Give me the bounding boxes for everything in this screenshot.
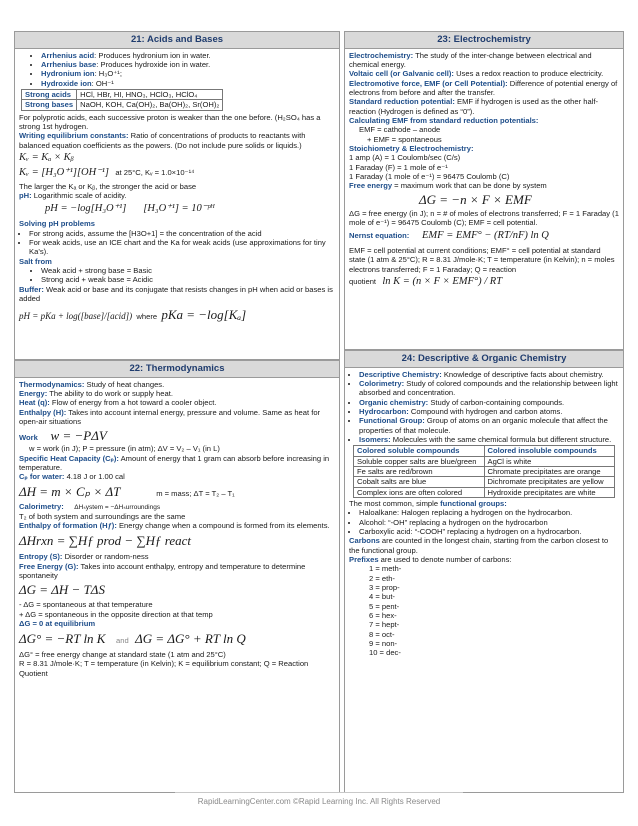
larger-note: The larger the Kₐ or Kᵦ, the stronger the acid or base <box>19 181 197 191</box>
g-equations: ΔG° = −RT ln K and ΔG = ΔG° + RT ln Q <box>19 631 246 647</box>
table-header-row: Colored soluble compounds Colored insoluble compounds <box>354 446 615 456</box>
carbons-note: Carbons are counted in the longest chain, starting from the carbon closest to the functional group. <box>349 536 609 555</box>
organic-defs <box>349 370 619 445</box>
r-def: R = 8.31 J/mole·K; T = temperature (in Kelvin); K = equilibrium constant; Q = Reaction Quotient <box>19 659 309 678</box>
calc-label: Calculating EMF from standard reduction potentials: <box>349 115 539 125</box>
electro-title: 23: Electrochemistry <box>345 32 623 49</box>
calorimetry-line: Calorimetry: ΔHₛystem = −ΔHₛurroundings <box>19 501 161 511</box>
acids-defs <box>19 51 335 88</box>
def-arrhenius-acid: • Arrhenius acid: Produces hydronium ion in water. <box>41 51 335 60</box>
electro-section <box>344 31 624 350</box>
table-row: Cobalt salts are blue Dichromate precipitates are yellow <box>354 477 615 487</box>
list-item: • Isomers: Molecules with the same chemical formula but different structure. <box>359 435 619 444</box>
enthalpy-def: Enthalpy (H): Takes into account internal energy, pressure and volume. Same as heat for open-air situations <box>19 407 321 426</box>
list-item: 5 = pent- <box>369 601 400 611</box>
acids-section <box>14 31 340 360</box>
list-item: • For weak acids, use an ICE chart and the Ka for weak acids (use approximations for tiny Ka’s). <box>29 238 335 257</box>
colored-compounds-table <box>353 445 615 498</box>
free-energy-def: Free energy = maximum work that can be done by system <box>349 181 547 191</box>
list-item: 7 = hept- <box>369 620 400 630</box>
heat-def: Heat (q): Flow of energy from a hot toward a cooler object. <box>19 398 217 408</box>
buffer-def: Buffer: Weak acid or base and its conjugate that resists changes in pH when acid or bases is added <box>19 284 333 303</box>
salt-label: Salt from <box>19 256 52 266</box>
calc-line-1: EMF = cathode – anode <box>359 125 441 135</box>
thermo-section <box>14 360 340 793</box>
quotient-line: quotient ln K = (n × F × EMF°) / RT <box>349 276 503 288</box>
table-row: Fe salts are red/brown Chromate precipitates are orange <box>354 466 615 476</box>
work-line: Work w = −PΔV <box>19 428 107 444</box>
strong-table <box>21 89 223 111</box>
stoich-line: 1 Faraday (F) = 1 mole of e⁻¹ <box>349 162 448 172</box>
footer-rule <box>175 792 463 793</box>
list-item: 9 = non- <box>369 638 398 648</box>
table-row: Soluble copper salts are blue/green AgCl is white <box>354 456 615 466</box>
table-row: Strong acids HCl, HBr, HI, HNO₃, HClO₃, HClO₄ <box>22 89 223 99</box>
table-row: Complex ions are often colored Hydroxide precipitates are white <box>354 487 615 497</box>
g-positive: + ΔG = spontaneous in the opposite direction at that temp <box>19 609 213 619</box>
solving-list <box>19 229 335 257</box>
common-groups: The most common, simple functional groups: <box>349 498 507 508</box>
energy-def: Energy: The ability to do work or supply heat. <box>19 389 173 398</box>
cheat-sheet <box>14 31 624 793</box>
calorimetry-note: T₂ of both system and surroundings are the same <box>19 511 186 521</box>
list-item: • Descriptive Chemistry: Knowledge of descriptive facts about chemistry. <box>359 370 619 379</box>
solving-label: Solving pH problems <box>19 219 95 229</box>
polyprotic-note: For polyprotic acids, each successive proton is weaker than the one before. (H₂SO₄ has a strong 1st hydrogen. <box>19 112 321 131</box>
cp-water: Cₚ for water: 4.18 J or 1.00 cal <box>19 472 125 482</box>
list-item: 2 = eth- <box>369 573 395 583</box>
groups-list <box>349 508 619 536</box>
salt-list <box>19 266 335 285</box>
thermo-def: Thermodynamics: Study of heat changes. <box>19 379 165 389</box>
organic-title: 24: Descriptive & Organic Chemistry <box>345 351 623 368</box>
list-item: • Hydrocarbon: Compound with hydrogen and carbon atoms. <box>359 407 619 416</box>
stoich-line: 1 amp (A) = 1 Coulomb/sec (C/s) <box>349 153 461 163</box>
thermo-title: 22: Thermodynamics <box>15 361 339 378</box>
nernst-vars: EMF = cell potential at current conditions; EMF° = cell potential at standard state (1 atm & 25°C); R = 8.31 J/mole·K; T = temperature (in Kelvin); n = moles electrons transferred; F = 1 Faraday; Q = reaction <box>349 246 615 274</box>
prefix-list <box>349 564 619 657</box>
writing-constants: Writing equilibrium constants: Ratio of concentrations of products to reactants with balanced equation coefficients as the powers. (Do not include pure solids or liquids.) <box>19 131 306 150</box>
stoich-line: 1 Faraday (1 mole of e⁻¹) = 96475 Coulomb (C) <box>349 171 510 181</box>
list-item: • Organic chemistry: Study of carbon-containing compounds. <box>359 398 619 407</box>
voltaic-def: Voltaic cell (or Galvanic cell): Uses a redox reaction to produce electricity. <box>349 69 604 79</box>
free-energy-equation: ΔG = −n × F × EMF <box>419 191 532 207</box>
ph-def: pH: Logarithmic scale of acidity. <box>19 191 127 201</box>
list-item: • Alcohol: “-OH” replacing a hydrogen on the hydrocarbon <box>359 518 619 527</box>
def-arrhenius-base: • Arrhenius base: Produces hydroxide ion in water. <box>41 60 335 69</box>
list-item: 1 = meth- <box>369 564 402 574</box>
dh-line: ΔH = m × Cₚ × ΔT m = mass; ΔT = T₂ – T₁ <box>19 483 235 499</box>
g-standard: ΔG° = free energy change at standard state (1 atm and 25°C) <box>19 650 226 660</box>
list-item: 3 = prop- <box>369 582 400 592</box>
list-item: • Carboxylic acid: “-COOH” replacing a hydrogen on a hydrocarbon. <box>359 527 619 536</box>
list-item: • Strong acid + weak base = Acidic <box>41 275 335 284</box>
list-item: 10 = dec- <box>369 648 401 658</box>
hrxn-equation: ΔHrxn = ∑Hƒ prod − ∑Hƒ react <box>19 533 192 549</box>
prefixes-note: Prefixes are used to denote number of carbons: <box>349 554 512 564</box>
work-def: w = work (in J); P = pressure (in atm); ΔV = V₂ – V₁ (in L) <box>29 444 220 454</box>
formation-def: Enthalpy of formation (Hƒ): Energy change when a compound is formed from its elements. <box>19 520 330 530</box>
cp-def: Specific Heat Capacity (Cₚ): Amount of energy that 1 gram can absorb before increasing in temperature. <box>19 453 330 472</box>
free-energy-vars: ΔG = free energy (in J); n = # of moles of electrons transferred; F = 1 Faraday (1 mole of e⁻¹) = 96475 Coulomb (C); EMF = cell potential. <box>349 208 619 227</box>
kw-ion-equation: Kᵥ = [H₃O⁺¹][OH⁻¹] at 25°C, Kᵥ = 1.0×10⁻¹⁴ <box>19 166 195 178</box>
acids-title: 21: Acids and Bases <box>15 32 339 49</box>
emf-def: Electromotive force, EMF (or Cell Potential): Difference of potential energy of electrons from before and after the transfer. <box>349 78 618 97</box>
electrochem-def: Electrochemistry: The study of the inter-change between electrical and chemical energy. <box>349 50 592 69</box>
reduction-def: Standard reduction potential: EMF if hydrogen is used as the other half-reaction (Hydrogen is defined as “0”). <box>349 97 598 116</box>
list-item: 4 = but- <box>369 592 395 602</box>
stoich-label: Stoichiometry & Electrochemistry: <box>349 143 474 153</box>
gibbs-equation: ΔG = ΔH − TΔS <box>19 582 105 598</box>
list-item: • Weak acid + strong base = Basic <box>41 266 335 275</box>
def-hydronium: • Hydronium ion: H₃O⁺¹; <box>41 69 335 78</box>
list-item: • Colorimetry: Study of colored compounds and the relationship between light absorbed and concentration. <box>359 379 619 398</box>
g-zero: ΔG = 0 at equilibrium <box>19 618 96 628</box>
kw-equation: Kᵥ = Kₐ × Kᵦ <box>19 151 74 163</box>
nernst-line: Nernst equation: EMF = EMF° − (RT/nF) ln Q <box>349 230 549 242</box>
list-item: 8 = oct- <box>369 629 395 639</box>
calc-line-2: + EMF = spontaneous <box>367 134 442 144</box>
list-item: • For strong acids, assume the [H3O+1] = the concentration of the acid <box>29 229 335 238</box>
table-row: Strong bases NaOH, KOH, Ca(OH)₂, Ba(OH)₂, Sr(OH)₂ <box>22 100 223 110</box>
organic-section <box>344 350 624 793</box>
buffer-equation: pH = pKa + log([base]/[acid]) where pKa = −log[Kₐ] <box>19 307 247 323</box>
list-item: • Haloalkane: Halogen replacing a hydrogen on the hydrocarbon. <box>359 508 619 517</box>
gibbs-def: Free Energy (G): Takes into account enthalpy, entropy and temperature to determine spontaneity <box>19 561 306 580</box>
footer: RapidLearningCenter.com ©Rapid Learning Inc. All Rights Reserved <box>197 797 441 806</box>
list-item: 6 = hex- <box>369 610 397 620</box>
ph-equations: pH = −log[H₃O⁺¹] [H₃O⁺¹] = 10⁻ᵖᴴ <box>45 203 215 215</box>
def-hydroxide: • Hydroxide ion: OH⁻¹ <box>41 79 335 88</box>
g-negative: - ΔG = spontaneous at that temperature <box>19 600 153 610</box>
entropy-def: Entropy (S): Disorder or random-ness <box>19 552 149 562</box>
list-item: • Functional Group: Group of atoms on an organic molecule that affect the properties of that molecule. <box>359 416 619 435</box>
